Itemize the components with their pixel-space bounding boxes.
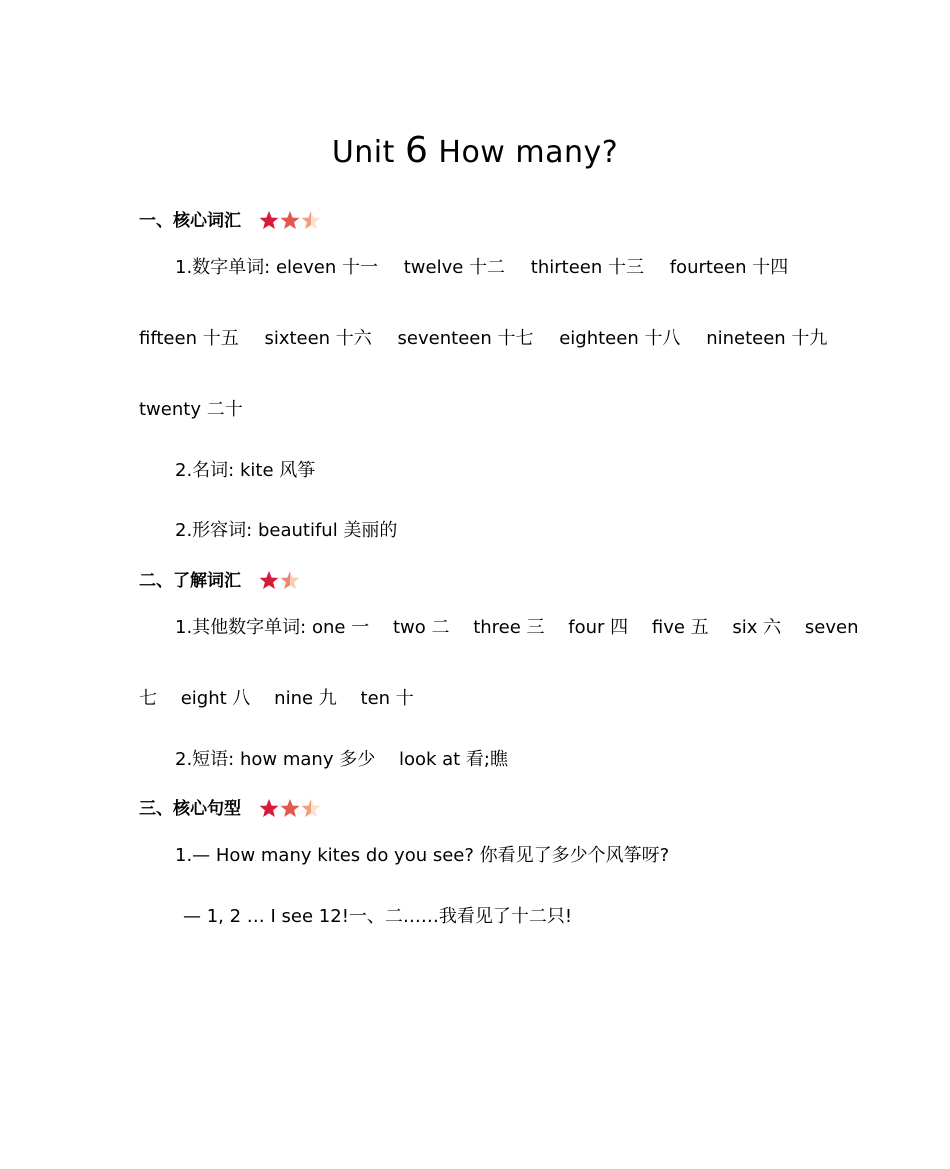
vocab-word: fifteen 十五 — [139, 328, 239, 349]
vocab-word: seventeen 十七 — [397, 328, 534, 349]
vocab-word: eight 八 — [180, 688, 251, 709]
vocab-word: four 四 — [568, 617, 629, 638]
vocab-word: twenty 二十 — [139, 399, 243, 420]
vocab-word: six 六 — [732, 617, 782, 638]
number-words-row-3 — [139, 397, 243, 423]
vocab-word: thirteen 十三 — [530, 257, 644, 278]
half-star-icon — [301, 211, 320, 229]
star-icon — [259, 571, 278, 589]
section-heading-core-sentences — [139, 796, 321, 822]
section-heading-core-vocabulary — [139, 208, 321, 234]
star-icon — [280, 799, 299, 817]
section-heading-extra-vocabulary — [139, 568, 301, 594]
title-unit-number: 6 — [404, 130, 429, 171]
other-numbers-row-2 — [139, 686, 414, 712]
star-rating-icon — [259, 210, 321, 232]
vocab-word: three 三 — [473, 617, 545, 638]
adjective-item: 2.形容词: beautiful 美丽的 — [175, 520, 398, 541]
star-icon — [280, 211, 299, 229]
title-unit: Unit — [331, 135, 395, 170]
star-icon — [259, 211, 278, 229]
section-heading-label: 三、核心句型 — [139, 799, 241, 819]
vocab-word: eighteen 十八 — [559, 328, 681, 349]
section-heading-label: 一、核心词汇 — [139, 211, 241, 231]
other-numbers-row-1 — [175, 615, 859, 641]
star-rating — [259, 798, 321, 820]
vocab-word: nineteen 十九 — [706, 328, 828, 349]
vocab-word: nine 九 — [274, 688, 337, 709]
number-words-row-2 — [139, 326, 827, 352]
vocab-word: 七 — [139, 688, 157, 709]
sentence-question: 1.— How many kites do you see? 你看见了多少个风筝呀? — [175, 845, 670, 866]
sentence-answer: — 1, 2 … I see 12!一、二……我看见了十二只! — [183, 906, 573, 927]
number-words-row-1 — [175, 255, 788, 281]
item-prefix: 1.数字单词: — [175, 257, 271, 278]
item-prefix: 1.其他数字单词: — [175, 617, 307, 638]
star-rating-icon — [259, 570, 301, 592]
phrase: look at 看;瞧 — [398, 749, 508, 770]
star-rating-icon — [259, 798, 321, 820]
vocab-word: ten 十 — [360, 688, 414, 709]
phrase: how many 多少 — [239, 749, 376, 770]
noun-item: 2.名词: kite 风筝 — [175, 460, 316, 481]
vocab-word: twelve 十二 — [403, 257, 506, 278]
page-title — [0, 126, 950, 178]
vocab-word: fourteen 十四 — [669, 257, 789, 278]
star-rating — [259, 570, 301, 592]
star-icon — [259, 799, 278, 817]
star-rating — [259, 210, 321, 232]
phrases-item — [175, 747, 508, 773]
half-star-icon — [301, 799, 320, 817]
vocab-word: five 五 — [651, 617, 709, 638]
title-text: How many? — [438, 135, 619, 170]
vocab-word: seven — [804, 617, 859, 638]
vocab-word: sixteen 十六 — [264, 328, 372, 349]
half-star-icon — [280, 571, 299, 589]
item-prefix: 2.短语: — [175, 749, 235, 770]
vocab-word: one 一 — [311, 617, 370, 638]
vocab-word: eleven 十一 — [275, 257, 378, 278]
vocab-word: two 二 — [392, 617, 450, 638]
section-heading-label: 二、了解词汇 — [139, 571, 241, 591]
